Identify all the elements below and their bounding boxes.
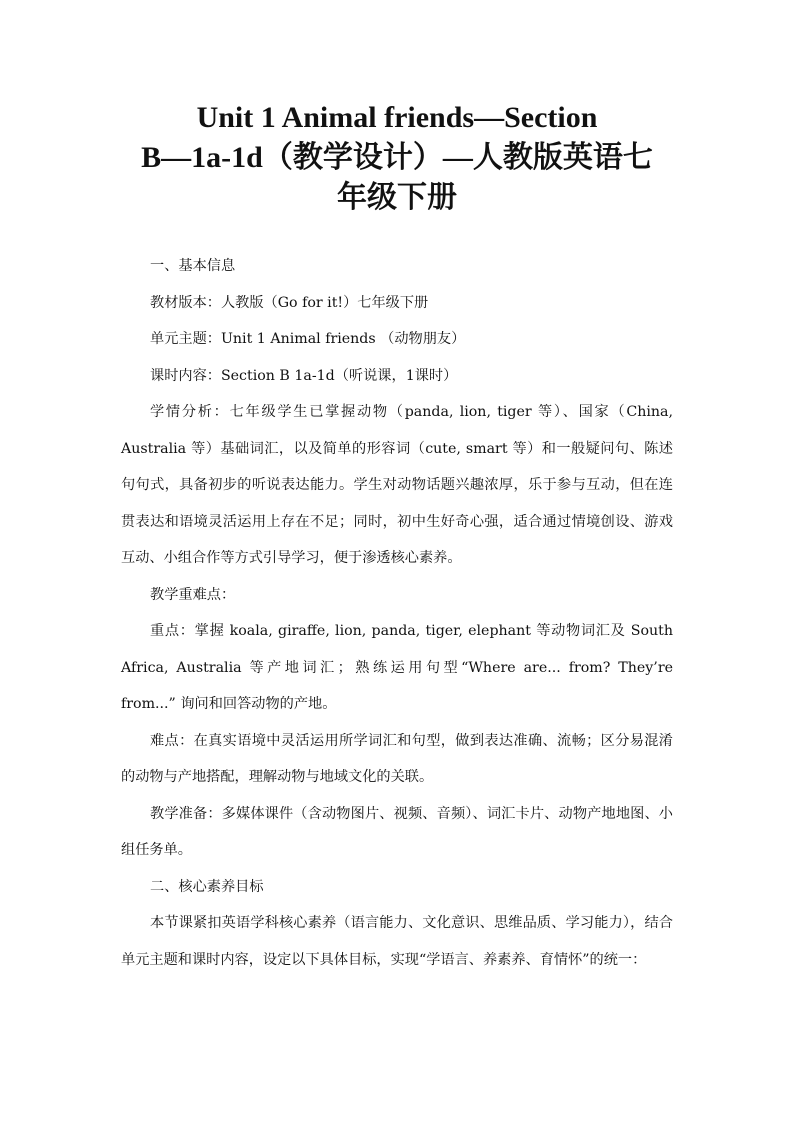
teaching-preparation: 教学准备：多媒体课件（含动物图片、视频、音频）、词汇卡片、动物产地地图、小组任务单。 [121,805,673,858]
unit-theme: 单元主题：Unit 1 Animal friends （动物朋友） [150,331,466,347]
section-heading-core-literacy: 二、核心素养目标 [150,878,264,895]
document-body [121,248,673,978]
document-title [100,98,694,218]
title-line-1: Unit 1 Animal friends—Section [196,101,598,134]
title-line-3: 年级下册 [337,181,457,214]
difficult-points: 难点：在真实语境中灵活运用所学词汇和句型，做到表达准确、流畅；区分易混淆的动物与产地搭配，理解动物与地域文化的关联。 [121,732,673,785]
key-points: 重点：掌握 koala, giraffe, lion, panda, tiger, elephant 等动物词汇及 South Africa, Australia 等产地词汇；熟练运用句型“Where are... from? They’re from...” 询问和回答动物的产地。 [121,623,673,712]
lesson-content: 课时内容：Section B 1a-1d（听说课，1课时） [150,367,458,384]
key-difficult-points-heading: 教学重难点： [150,586,236,603]
learner-analysis: 学情分析：七年级学生已掌握动物（panda, lion, tiger 等）、国家（China, Australia 等）基础词汇，以及简单的形容词（cute, smart 等）和一般疑问句、陈述句句式，具备初步的听说表达能力。学生对动物话题兴趣浓厚，乐于参与互动，但在连贯表达和语境灵活运用上存在不足；同时，初中生好奇心强，适合通过情境创设、游戏互动、小组合作等方式引导学习，便于渗透核心素养。 [121,404,673,566]
textbook-version: 教材版本：人教版（Go for it!）七年级下册 [150,294,429,311]
section-heading-basic-info: 一、基本信息 [150,258,236,274]
core-literacy-intro: 本节课紧扣英语学科核心素养（语言能力、文化意识、思维品质、学习能力），结合单元主题和课时内容，设定以下具体目标，实现“学语言、养素养、育情怀”的统一： [121,915,673,968]
title-line-2: B—1a-1d（教学设计）—人教版英语七 [141,141,653,174]
